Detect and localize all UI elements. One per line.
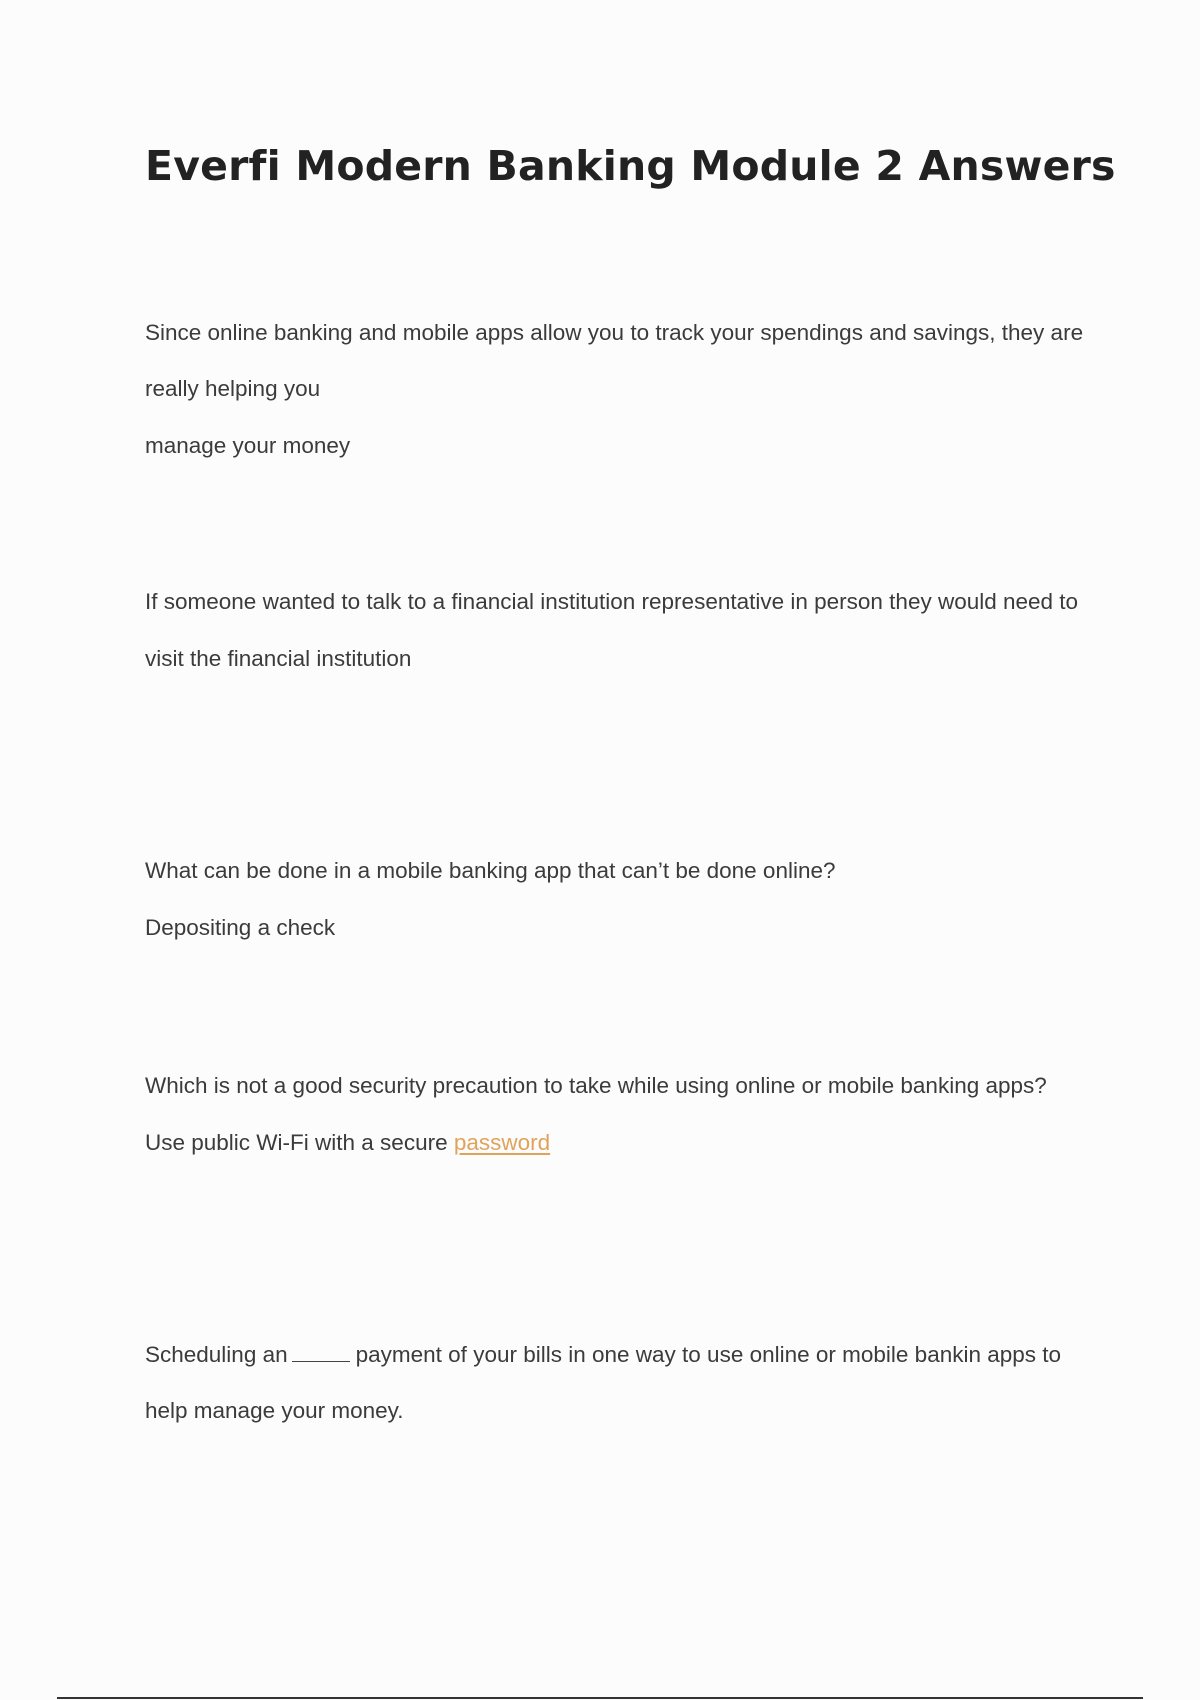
question-text: If someone wanted to talk to a financial institution representative in person they would need to — [145, 589, 1079, 614]
answer-text — [145, 1128, 1085, 1158]
question-after-blank: payment of your bills in one way to use online or mobile bankin apps to help manage your money. — [145, 1342, 1062, 1423]
qa-item-5 — [145, 1327, 1085, 1439]
footer-divider — [57, 1697, 1143, 1699]
qa-item-4 — [145, 1058, 1085, 1158]
answer-text: visit the financial institution — [145, 646, 412, 671]
answer-text: Depositing a check — [145, 915, 336, 940]
question-text — [145, 1327, 1085, 1439]
question-text: Which is not a good security precaution to take while using online or mobile banking apps? — [145, 1073, 1047, 1098]
answer-text: manage your money — [145, 433, 351, 458]
question-text: What can be done in a mobile banking app that can’t be done online? — [145, 858, 836, 883]
qa-item-2 — [145, 574, 1085, 674]
page-title: Everfi Modern Banking Module 2 Answers — [145, 142, 1116, 190]
qa-item-3 — [145, 843, 1085, 943]
password-link[interactable]: password — [453, 1130, 551, 1155]
question-before-blank: Scheduling an — [145, 1342, 288, 1367]
qa-item-1 — [145, 305, 1085, 461]
fill-in-blank — [292, 1343, 350, 1362]
question-text: Since online banking and mobile apps allow you to track your spendings and savings, they are really helping you — [145, 320, 1084, 401]
answer-prefix: Use public Wi-Fi with a secure — [145, 1130, 454, 1155]
